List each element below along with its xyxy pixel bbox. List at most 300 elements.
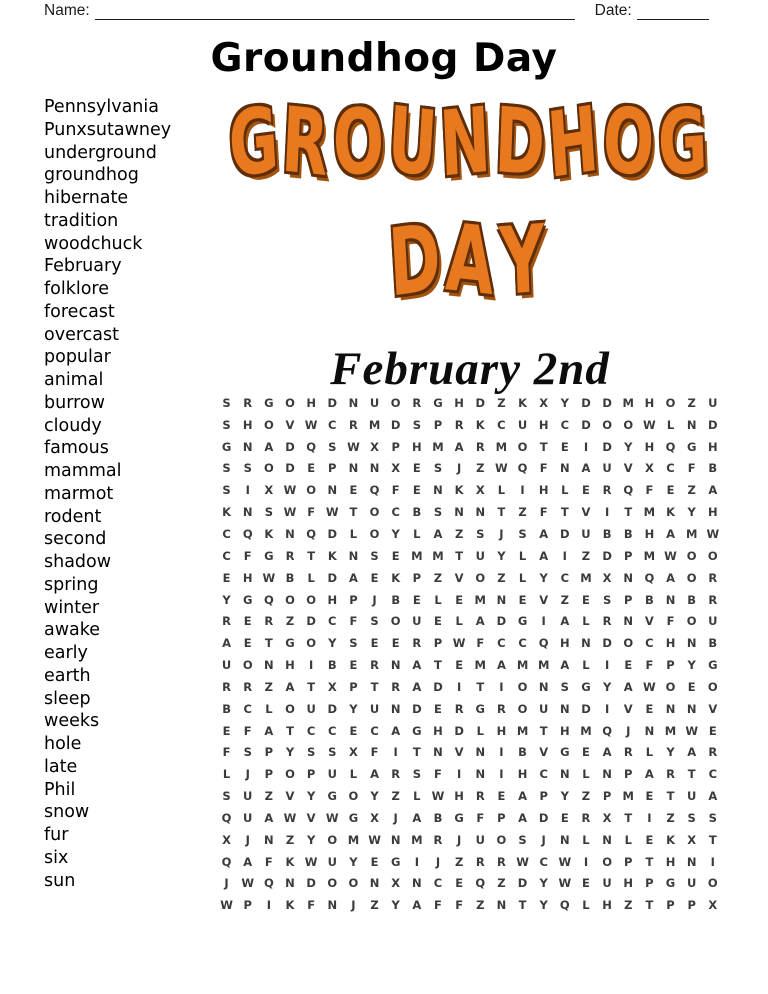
grid-cell: C <box>370 723 379 738</box>
grid-cell: Z <box>497 395 506 410</box>
word-list-item: tradition <box>44 210 119 231</box>
grid-cell: F <box>687 461 696 476</box>
grid-cell: F <box>243 723 252 738</box>
grid-cell: M <box>537 658 550 673</box>
grid-cell: U <box>412 614 422 629</box>
word-list-item: overcast <box>44 324 119 345</box>
grid-cell: Y <box>666 745 675 760</box>
grid-cell: H <box>707 505 718 520</box>
grid-cell: N <box>560 767 570 782</box>
grid-cell: A <box>644 767 654 782</box>
grid-cell: I <box>499 767 504 782</box>
logo-line-groundhog <box>222 86 718 200</box>
grid-cell: D <box>538 810 549 825</box>
grid-cell: B <box>327 658 337 673</box>
grid-cell: T <box>539 439 548 454</box>
grid-cell: U <box>327 854 337 869</box>
word-list-item: Punxsutawney <box>44 119 172 140</box>
grid-cell: C <box>222 548 231 563</box>
grid-cell: G <box>390 854 401 869</box>
grid-cell: L <box>582 898 590 913</box>
grid-cell: P <box>349 592 358 607</box>
grid-cell: I <box>583 439 589 454</box>
grid-cell: X <box>708 898 718 913</box>
grid-cell: G <box>581 679 591 694</box>
grid-cell: V <box>644 614 654 629</box>
grid-cell: Z <box>497 876 506 891</box>
grid-cell: S <box>222 395 231 410</box>
grid-cell: N <box>686 701 697 716</box>
grid-cell: F <box>476 636 485 651</box>
grid-cell: Q <box>221 810 232 825</box>
grid-cell: Y <box>539 898 548 913</box>
grid-cell: J <box>224 876 229 891</box>
grid-cell: P <box>391 439 400 454</box>
grid-cell: T <box>434 658 442 673</box>
grid-cell: N <box>538 679 549 694</box>
grid-cell: E <box>560 810 569 825</box>
word-list-item: rodent <box>44 506 102 527</box>
grid-cell: J <box>372 592 377 607</box>
grid-cell: A <box>518 810 527 825</box>
grid-cell: S <box>476 526 485 541</box>
grid-cell: L <box>666 417 675 432</box>
grid-cell: C <box>433 876 443 891</box>
grid-cell: L <box>582 658 590 673</box>
grid-cell: G <box>264 548 274 563</box>
grid-cell: E <box>391 636 400 651</box>
grid-cell: W <box>452 636 466 651</box>
grid-cell: F <box>666 614 675 629</box>
grid-cell: X <box>370 439 379 454</box>
grid-cell: E <box>370 570 379 585</box>
grid-cell: A <box>348 570 358 585</box>
grid-cell: C <box>560 417 570 432</box>
grid-cell: W <box>262 570 276 585</box>
grid-cell: D <box>581 701 591 716</box>
grid-cell: M <box>474 658 486 673</box>
grid-cell: N <box>665 701 676 716</box>
grid-cell: Q <box>559 898 570 913</box>
grid-cell: L <box>561 483 569 498</box>
grid-cell: E <box>645 789 654 804</box>
grid-cell: O <box>496 832 507 847</box>
grid-cell: N <box>433 745 443 760</box>
grid-cell: I <box>499 745 504 760</box>
grid-cell: H <box>327 592 338 607</box>
grid-cell: L <box>349 767 358 782</box>
grid-cell: W <box>706 526 720 541</box>
grid-cell: D <box>581 417 591 432</box>
grid-cell: Q <box>306 526 317 541</box>
logo-letter: G <box>226 87 286 199</box>
grid-cell: W <box>558 854 572 869</box>
grid-cell: U <box>708 395 718 410</box>
grid-cell: Z <box>666 810 675 825</box>
grid-cell: R <box>708 592 718 607</box>
grid-cell: S <box>222 789 231 804</box>
grid-cell: H <box>454 395 464 410</box>
grid-cell: E <box>370 636 379 651</box>
grid-cell: O <box>686 614 697 629</box>
grid-cell: F <box>539 461 548 476</box>
grid-cell: Z <box>285 614 295 629</box>
grid-cell: W <box>685 723 698 738</box>
grid-cell: E <box>434 701 442 716</box>
grid-cell: E <box>412 483 421 498</box>
grid-cell: R <box>433 832 443 847</box>
logo-letter: A <box>443 202 503 318</box>
grid-cell: A <box>264 439 274 454</box>
grid-cell: R <box>370 658 379 673</box>
grid-cell: U <box>581 526 591 541</box>
grid-cell: H <box>623 876 634 891</box>
grid-cell: E <box>582 876 590 891</box>
grid-cell: W <box>220 898 233 913</box>
grid-cell: D <box>285 461 295 476</box>
grid-cell: E <box>412 461 421 476</box>
grid-cell: M <box>685 526 698 541</box>
grid-cell: E <box>391 548 400 563</box>
grid-cell: E <box>222 570 231 585</box>
logo-letter: R <box>280 88 335 198</box>
grid-cell: N <box>390 832 401 847</box>
grid-cell: S <box>433 461 443 476</box>
grid-cell: I <box>499 679 504 694</box>
grid-cell: N <box>327 898 338 913</box>
grid-cell: A <box>454 439 464 454</box>
word-list-item: burrow <box>44 392 105 413</box>
grid-cell: A <box>243 854 253 869</box>
grid-cell: S <box>264 505 273 520</box>
grid-cell: H <box>665 636 676 651</box>
word-list <box>44 96 171 892</box>
grid-cell: C <box>497 417 506 432</box>
grid-cell: D <box>390 417 401 432</box>
grid-cell: U <box>221 658 232 673</box>
logo-letter: Y <box>498 203 554 317</box>
grid-cell: K <box>285 898 295 913</box>
grid-cell: F <box>370 745 379 760</box>
logo-letter: N <box>437 87 497 199</box>
grid-cell: D <box>327 570 338 585</box>
grid-cell: R <box>475 439 485 454</box>
grid-cell: G <box>242 592 253 607</box>
logo-letter: O <box>330 88 390 198</box>
grid-cell: A <box>666 570 675 585</box>
word-list-item: hole <box>44 734 82 754</box>
grid-cell: B <box>602 526 612 541</box>
grid-cell: Z <box>454 854 464 869</box>
grid-cell: E <box>497 789 506 804</box>
grid-cell: O <box>306 592 317 607</box>
grid-cell: S <box>328 439 337 454</box>
grid-cell: U <box>539 701 549 716</box>
grid-cell: G <box>221 439 232 454</box>
grid-cell: P <box>624 548 633 563</box>
grid-cell: Q <box>665 439 676 454</box>
word-list-item: groundhog <box>44 165 139 186</box>
grid-cell: J <box>456 832 462 847</box>
grid-cell: K <box>222 505 232 520</box>
grid-cell: B <box>623 526 633 541</box>
grid-cell: N <box>475 745 486 760</box>
grid-cell: P <box>624 592 633 607</box>
grid-cell: O <box>602 854 612 869</box>
grid-cell: P <box>328 461 337 476</box>
grid-cell: N <box>623 614 634 629</box>
grid-cell: Z <box>581 789 591 804</box>
grid-cell: A <box>412 679 422 694</box>
grid-cell: N <box>581 636 591 651</box>
grid-cell: A <box>264 810 274 825</box>
grid-cell: P <box>264 767 274 782</box>
grid-cell: F <box>243 548 252 563</box>
grid-cell: S <box>433 505 443 520</box>
word-list-item: spring <box>44 574 99 595</box>
grid-cell: C <box>328 723 337 738</box>
grid-cell: Y <box>687 505 696 520</box>
grid-cell: S <box>349 636 358 651</box>
grid-cell: K <box>264 526 274 541</box>
grid-cell: I <box>541 614 546 629</box>
grid-cell: Z <box>391 789 400 804</box>
grid-cell: F <box>434 767 442 782</box>
grid-cell: T <box>518 898 527 913</box>
grid-cell: T <box>708 832 717 847</box>
grid-cell: D <box>306 876 316 891</box>
grid-cell: N <box>242 505 253 520</box>
grid-cell: X <box>602 570 612 585</box>
grid-cell: S <box>412 767 421 782</box>
grid-cell: N <box>348 395 359 410</box>
grid-cell: B <box>645 592 654 607</box>
grid-cell: T <box>476 679 485 694</box>
grid-cell: I <box>710 854 715 869</box>
grid-cell: V <box>454 570 464 585</box>
grid-cell: M <box>622 395 634 410</box>
grid-cell: O <box>327 876 338 891</box>
grid-cell: M <box>643 548 656 563</box>
grid-cell: J <box>541 832 546 847</box>
grid-cell: N <box>348 461 359 476</box>
grid-cell: M <box>495 439 508 454</box>
grid-cell: G <box>412 723 422 738</box>
grid-cell: X <box>391 461 401 476</box>
word-list-item: folklore <box>44 279 110 299</box>
grid-cell: H <box>707 439 718 454</box>
word-list-item: marmot <box>44 483 114 504</box>
grid-cell: G <box>686 439 697 454</box>
grid-cell: E <box>582 592 590 607</box>
grid-cell: I <box>604 701 610 716</box>
grid-cell: Y <box>328 636 337 651</box>
grid-cell: M <box>622 789 634 804</box>
grid-cell: B <box>285 570 295 585</box>
grid-cell: D <box>581 395 591 410</box>
word-list-item: weeks <box>44 711 100 732</box>
letter-grid <box>216 392 723 916</box>
grid-cell: A <box>412 658 422 673</box>
grid-cell: L <box>624 832 632 847</box>
grid-cell: Z <box>285 832 295 847</box>
grid-cell: P <box>433 636 443 651</box>
grid-cell: A <box>518 789 527 804</box>
grid-cell: C <box>666 461 675 476</box>
grid-cell: L <box>582 767 590 782</box>
grid-cell: W <box>558 876 572 891</box>
grid-cell: F <box>349 614 358 629</box>
grid-cell: N <box>264 658 274 673</box>
grid-cell: K <box>666 832 675 847</box>
grid-cell: P <box>666 898 675 913</box>
grid-cell: P <box>645 876 654 891</box>
grid-cell: P <box>349 679 358 694</box>
grid-cell: Z <box>687 395 696 410</box>
grid-cell: Y <box>560 395 569 410</box>
grid-cell: D <box>602 548 612 563</box>
grid-cell: B <box>708 461 718 476</box>
grid-cell: W <box>283 483 297 498</box>
grid-cell: H <box>242 417 253 432</box>
grid-cell: N <box>602 832 612 847</box>
grid-cell: E <box>582 483 590 498</box>
grid-cell: N <box>412 876 422 891</box>
grid-cell: L <box>222 767 231 782</box>
grid-cell: V <box>285 417 295 432</box>
grid-cell: D <box>602 439 612 454</box>
grid-cell: R <box>496 701 506 716</box>
page-title: Groundhog Day <box>210 36 558 81</box>
grid-cell: E <box>645 701 654 716</box>
grid-cell: B <box>433 810 443 825</box>
grid-cell: X <box>644 461 654 476</box>
grid-cell: Z <box>433 570 443 585</box>
grid-cell: T <box>645 854 654 869</box>
grid-cell: X <box>222 832 231 847</box>
grid-cell: O <box>623 636 634 651</box>
grid-cell: Y <box>391 526 400 541</box>
grid-cell: O <box>665 679 676 694</box>
grid-cell: W <box>241 876 255 891</box>
grid-cell: E <box>307 461 316 476</box>
grid-cell: L <box>349 526 358 541</box>
grid-cell: Y <box>370 789 379 804</box>
grid-cell: R <box>348 417 358 432</box>
grid-cell: Y <box>306 789 316 804</box>
grid-cell: D <box>285 439 295 454</box>
grid-cell: A <box>222 636 232 651</box>
grid-cell: Z <box>370 898 379 913</box>
grid-cell: P <box>412 570 422 585</box>
word-list-item: shadow <box>44 552 112 572</box>
grid-cell: R <box>264 614 274 629</box>
grid-cell: W <box>643 679 656 694</box>
grid-cell: D <box>708 417 718 432</box>
grid-cell: Y <box>349 854 358 869</box>
grid-cell: L <box>307 570 315 585</box>
grid-cell: D <box>602 395 612 410</box>
grid-cell: R <box>666 767 675 782</box>
grid-cell: U <box>686 789 697 804</box>
grid-cell: G <box>560 745 570 760</box>
grid-cell: J <box>245 832 250 847</box>
grid-cell: D <box>327 701 338 716</box>
grid-cell: H <box>412 439 422 454</box>
grid-cell: N <box>686 417 697 432</box>
grid-cell: R <box>243 395 253 410</box>
grid-cell: N <box>686 636 697 651</box>
word-list-item: sleep <box>44 688 91 709</box>
grid-cell: L <box>413 789 421 804</box>
grid-cell: I <box>520 483 525 498</box>
logo-letter: U <box>384 87 444 199</box>
grid-cell: O <box>623 417 634 432</box>
groundhog-logo <box>222 86 718 396</box>
grid-cell: E <box>412 592 421 607</box>
grid-cell: M <box>347 832 360 847</box>
grid-cell: A <box>560 614 570 629</box>
grid-cell: B <box>412 505 422 520</box>
grid-cell: L <box>413 526 421 541</box>
grid-cell: H <box>602 898 612 913</box>
grid-cell: G <box>454 810 464 825</box>
grid-cell: O <box>306 483 317 498</box>
grid-cell: N <box>242 439 253 454</box>
grid-cell: U <box>708 614 718 629</box>
grid-cell: W <box>495 461 508 476</box>
grid-cell: H <box>560 636 570 651</box>
grid-cell: Q <box>263 876 274 891</box>
grid-cell: A <box>264 723 274 738</box>
grid-cell: W <box>664 548 677 563</box>
grid-cell: Y <box>285 745 295 760</box>
grid-cell: H <box>306 395 316 410</box>
grid-cell: N <box>264 832 274 847</box>
grid-cell: P <box>602 789 612 804</box>
grid-cell: N <box>285 876 295 891</box>
grid-cell: O <box>707 876 718 891</box>
grid-cell: Z <box>264 789 274 804</box>
grid-cell: I <box>308 658 314 673</box>
grid-cell: E <box>645 832 654 847</box>
grid-cell: T <box>455 548 464 563</box>
grid-cell: O <box>242 658 253 673</box>
grid-cell: Q <box>369 483 380 498</box>
grid-cell: N <box>496 592 507 607</box>
grid-cell: F <box>391 483 400 498</box>
grid-cell: D <box>306 614 316 629</box>
grid-cell: Q <box>538 636 549 651</box>
grid-cell: A <box>539 548 549 563</box>
grid-cell: E <box>518 592 527 607</box>
name-label: Name: <box>44 2 90 19</box>
grid-cell: S <box>243 461 252 476</box>
grid-cell: E <box>455 592 464 607</box>
grid-cell: U <box>327 767 337 782</box>
grid-cell: S <box>370 548 379 563</box>
grid-cell: K <box>391 570 401 585</box>
grid-cell: H <box>560 723 570 738</box>
grid-cell: F <box>539 505 548 520</box>
grid-cell: C <box>222 526 231 541</box>
grid-cell: K <box>454 483 464 498</box>
grid-cell: I <box>562 548 567 563</box>
grid-cell: T <box>560 505 569 520</box>
grid-cell: P <box>624 767 633 782</box>
grid-cell: U <box>306 701 316 716</box>
grid-cell: W <box>283 505 297 520</box>
